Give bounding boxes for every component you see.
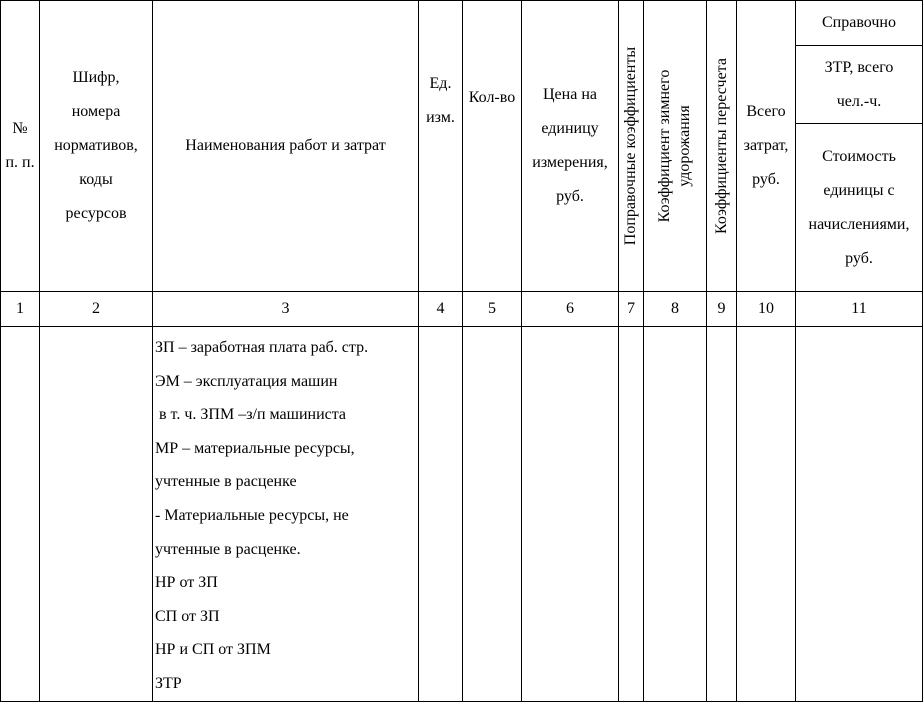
table-cell xyxy=(40,327,153,702)
table-cell xyxy=(796,327,923,702)
table-cell xyxy=(644,327,707,702)
list-item: ЗП – заработная плата раб. стр. xyxy=(155,339,369,356)
column-number: 1 xyxy=(1,292,40,327)
header-col-quantity: Кол-во xyxy=(463,1,522,292)
list-item: учтенные в расценке xyxy=(155,473,297,491)
list-item: учтенные в расценке. xyxy=(155,540,301,558)
column-number: 3 xyxy=(153,292,419,327)
list-item: МР – материальные ресурсы, xyxy=(155,439,355,457)
header-col-unit-cost: Стоимость единицы с начислениями, руб. xyxy=(796,124,923,292)
table-cell xyxy=(1,327,40,702)
header-col-code: Шифр, номера нормативов, коды ресурсов xyxy=(40,1,153,292)
header-col-reference: Справочно xyxy=(796,1,923,46)
table-row xyxy=(1,327,923,702)
table-cell xyxy=(737,327,796,702)
column-number-row xyxy=(1,292,923,327)
header-col-unit: Ед. изм. xyxy=(419,1,463,292)
column-number: 9 xyxy=(707,292,737,327)
column-number: 2 xyxy=(40,292,153,327)
header-col-number: № п. п. xyxy=(1,1,40,292)
cost-items-cell xyxy=(153,327,419,702)
column-number: 5 xyxy=(463,292,522,327)
table-cell xyxy=(522,327,619,702)
list-item: ЗТР xyxy=(155,674,182,692)
header-col-name: Наименования работ и затрат xyxy=(153,1,419,292)
list-item: НР от ЗП xyxy=(155,574,218,592)
header-col-winter-coeff: Коэффициент зимнего удорожания xyxy=(644,1,707,292)
header-col-correction-coeffs: Поправочные коэффициенты xyxy=(619,1,644,292)
column-number: 8 xyxy=(644,292,707,327)
list-item: - Материальные ресурсы, не xyxy=(155,506,349,524)
list-item: в т. ч. ЗПМ –з/п машиниста xyxy=(155,406,347,424)
list-item: СП от ЗП xyxy=(155,607,220,625)
list-item: ЭМ – эксплуатация машин xyxy=(155,372,338,390)
table-cell xyxy=(463,327,522,702)
header-col-total-cost: Всего затрат, руб. xyxy=(737,1,796,292)
header-col-conversion-coeffs: Коэффициенты пересчета xyxy=(707,1,737,292)
column-number: 6 xyxy=(522,292,619,327)
column-number: 10 xyxy=(737,292,796,327)
table-cell xyxy=(707,327,737,702)
column-number: 4 xyxy=(419,292,463,327)
header-col-labor: ЗТР, всего чел.-ч. xyxy=(796,46,923,124)
header-col-unit-price: Цена на единицу измерения, руб. xyxy=(522,1,619,292)
table-cell xyxy=(619,327,644,702)
header-row xyxy=(1,1,923,46)
table-cell xyxy=(419,327,463,702)
column-number: 7 xyxy=(619,292,644,327)
list-item: НР и СП от ЗПМ xyxy=(155,641,271,659)
column-number: 11 xyxy=(796,292,923,327)
